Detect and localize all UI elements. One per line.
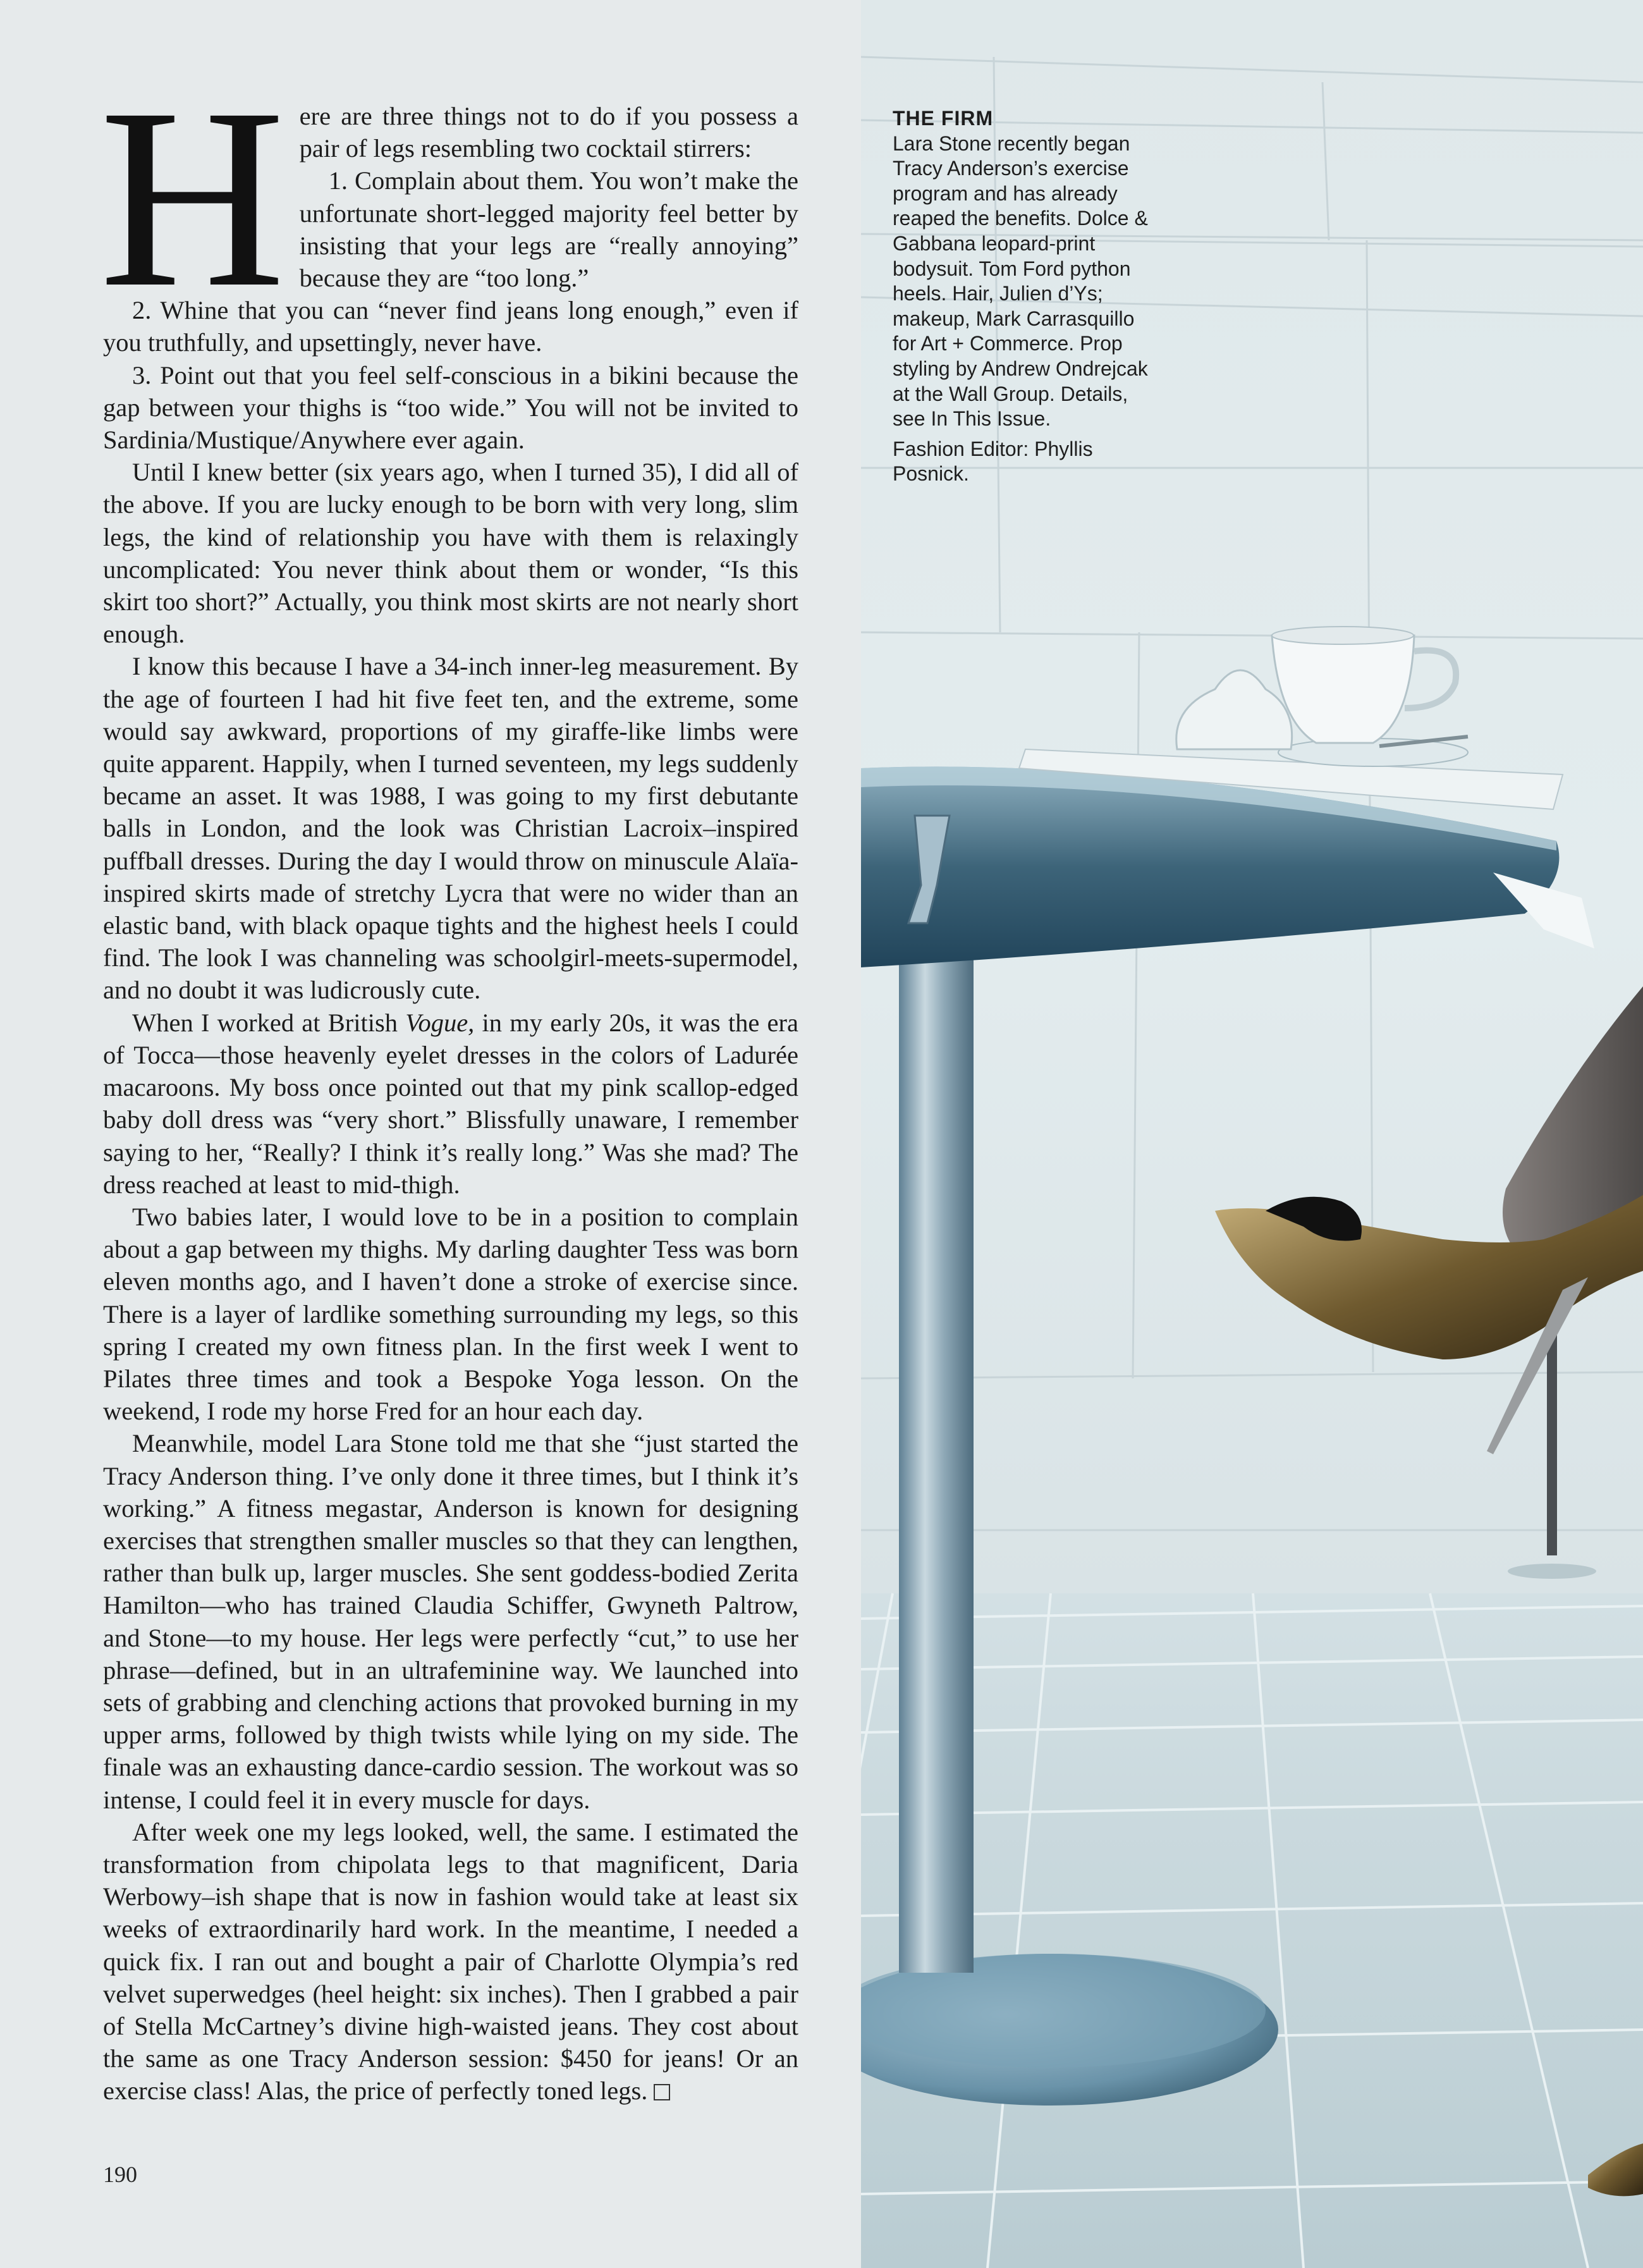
- paragraph: [103, 1816, 798, 2107]
- paragraph-text: When I worked at British: [132, 1008, 406, 1037]
- italic-title: Vogue,: [405, 1008, 475, 1037]
- paragraph-text: After week one my legs looked, well, the same. I estimated the transformation from chipolata legs to that magnificent, Daria Werbowy–ish shape that is now in fashion would take at least six weeks of extraordinarily hard work. In the meantime, I needed a quick fix. I ran out and bought a pair of Charlotte Olympia’s red velvet superwedges (heel height: six inches). Then I grabbed a pair of Stella McCartney’s divine high-waisted jeans. They cost about the same as one Tracy Anderson session: $450 for jeans! Or an exercise class! Alas, the price of perfectly toned legs.: [103, 1817, 798, 2106]
- caption-body: Lara Stone recently began Tracy Anderson’s exercise program and has already reaped the benefits. Dolce & Gabbana leopard-print bodysuit. Tom Ford python heels. Hair, Julien d’Ys; makeup, Mark Carrasquillo for Art + Commerce. Prop styling by Andrew Ondrejcak at the Wall Group. Details, see In This Issue.: [893, 132, 1148, 431]
- photo-caption: [893, 106, 1158, 487]
- list-item: 2. Whine that you can “never find jeans long enough,” even if you truthfully, and upsettingly, never have.: [103, 296, 798, 357]
- end-mark-icon: [654, 2084, 670, 2100]
- paragraph: Until I knew better (six years ago, when I turned 35), I did all of the above. If you are lucky enough to be born with very long, slim legs, the kind of relationship you have with them is relaxingly uncomplicated: You never think about them or wonder, “Is this skirt too short?” Actually, you think most skirts are not nearly short enough.: [103, 458, 798, 649]
- floor: [861, 1593, 1643, 2268]
- paragraph: I know this because I have a 34-inch inner-leg measurement. By the age of fourteen I had hit five feet ten, and the extreme, some would say awkward, proportions of my giraffe-like limbs were quite apparent. Happily, when I turned seventeen, my legs suddenly became an asset. It was 1988, I was going to my first debutante balls in London, and the look was Christian Lacroix–inspired puffball dresses. During the day I would throw on minuscule Alaïa-inspired skirts made of stretchy Lycra that were no wider than an elastic band, with black opaque tights and the highest heels I could find. The look I was channeling was schoolgirl-meets-supermodel, and no doubt it was ludicrously cute.: [103, 652, 798, 1005]
- caption-credit: Fashion Editor: Phyllis Posnick.: [893, 437, 1093, 486]
- lead-text: ere are three things not to do if you possess a pair of legs resembling two cocktail stirrers:: [299, 102, 798, 163]
- page-number: 190: [103, 2162, 137, 2187]
- paragraph: Two babies later, I would love to be in a position to complain about a gap between my thighs. My darling daughter Tess was born eleven months ago, and I haven’t done a stroke of exercise since. There is a layer of lardlike something surrounding my legs, so this spring I created my own fitness plan. In the first week I went to Pilates three times and took a Bespoke Yoga lesson. On the weekend, I rode my horse Fred for an hour each day.: [103, 1202, 798, 1426]
- list-item: 1. Complain about them. You won’t make the unfortunate short-legged majority feel better by insisting that your legs are “really annoying” because they are “too long.”: [299, 166, 798, 293]
- caption-title: THE FIRM: [893, 107, 994, 130]
- paragraph: [103, 1007, 798, 1201]
- teacup: [1272, 635, 1414, 743]
- table-pole: [899, 917, 974, 1973]
- drop-cap: H: [99, 55, 286, 341]
- article-body: [99, 55, 798, 2107]
- sugar-bowl: [1176, 670, 1292, 749]
- list-item: 3. Point out that you feel self-conscious in a bikini because the gap between your thighs is “too wide.” You will not be invited to Sardinia/Mustique/Anywhere ever again.: [103, 360, 798, 455]
- paragraph: Meanwhile, model Lara Stone told me that she “just started the Tracy Anderson thing. I’ve only done it three times, but I think it’s working.” A fitness megastar, Anderson is known for designing exercises that strengthen smaller muscles so that they can lengthen, rather than bulk up, larger muscles. She sent goddess-bodied Zerita Hamilton—who has trained Claudia Schiffer, Gwyneth Paltrow, and Stone—to my house. Her legs were perfectly “cut,” to use her phrase—defined, but in an ultrafeminine way. We launched into sets of grabbing and clenching actions that provoked burning in my upper arms, followed by thigh twists while lying on my side. The finale was an exhausting dance-cardio session. The workout was so intense, I could feel it in every muscle for days.: [103, 1429, 798, 1814]
- paragraph-text: in my early 20s, it was the era of Tocca—those heavenly eyelet dresses in the colors of Ladurée macaroons. My boss once pointed out that my pink scallop-edged baby doll dress was “very short.” Blissfully unaware, I remember saying to her, “Really? I think it’s really long.” Was she mad? The dress reached at least to mid-thigh.: [103, 1008, 798, 1199]
- chair-foot: [1508, 1564, 1596, 1579]
